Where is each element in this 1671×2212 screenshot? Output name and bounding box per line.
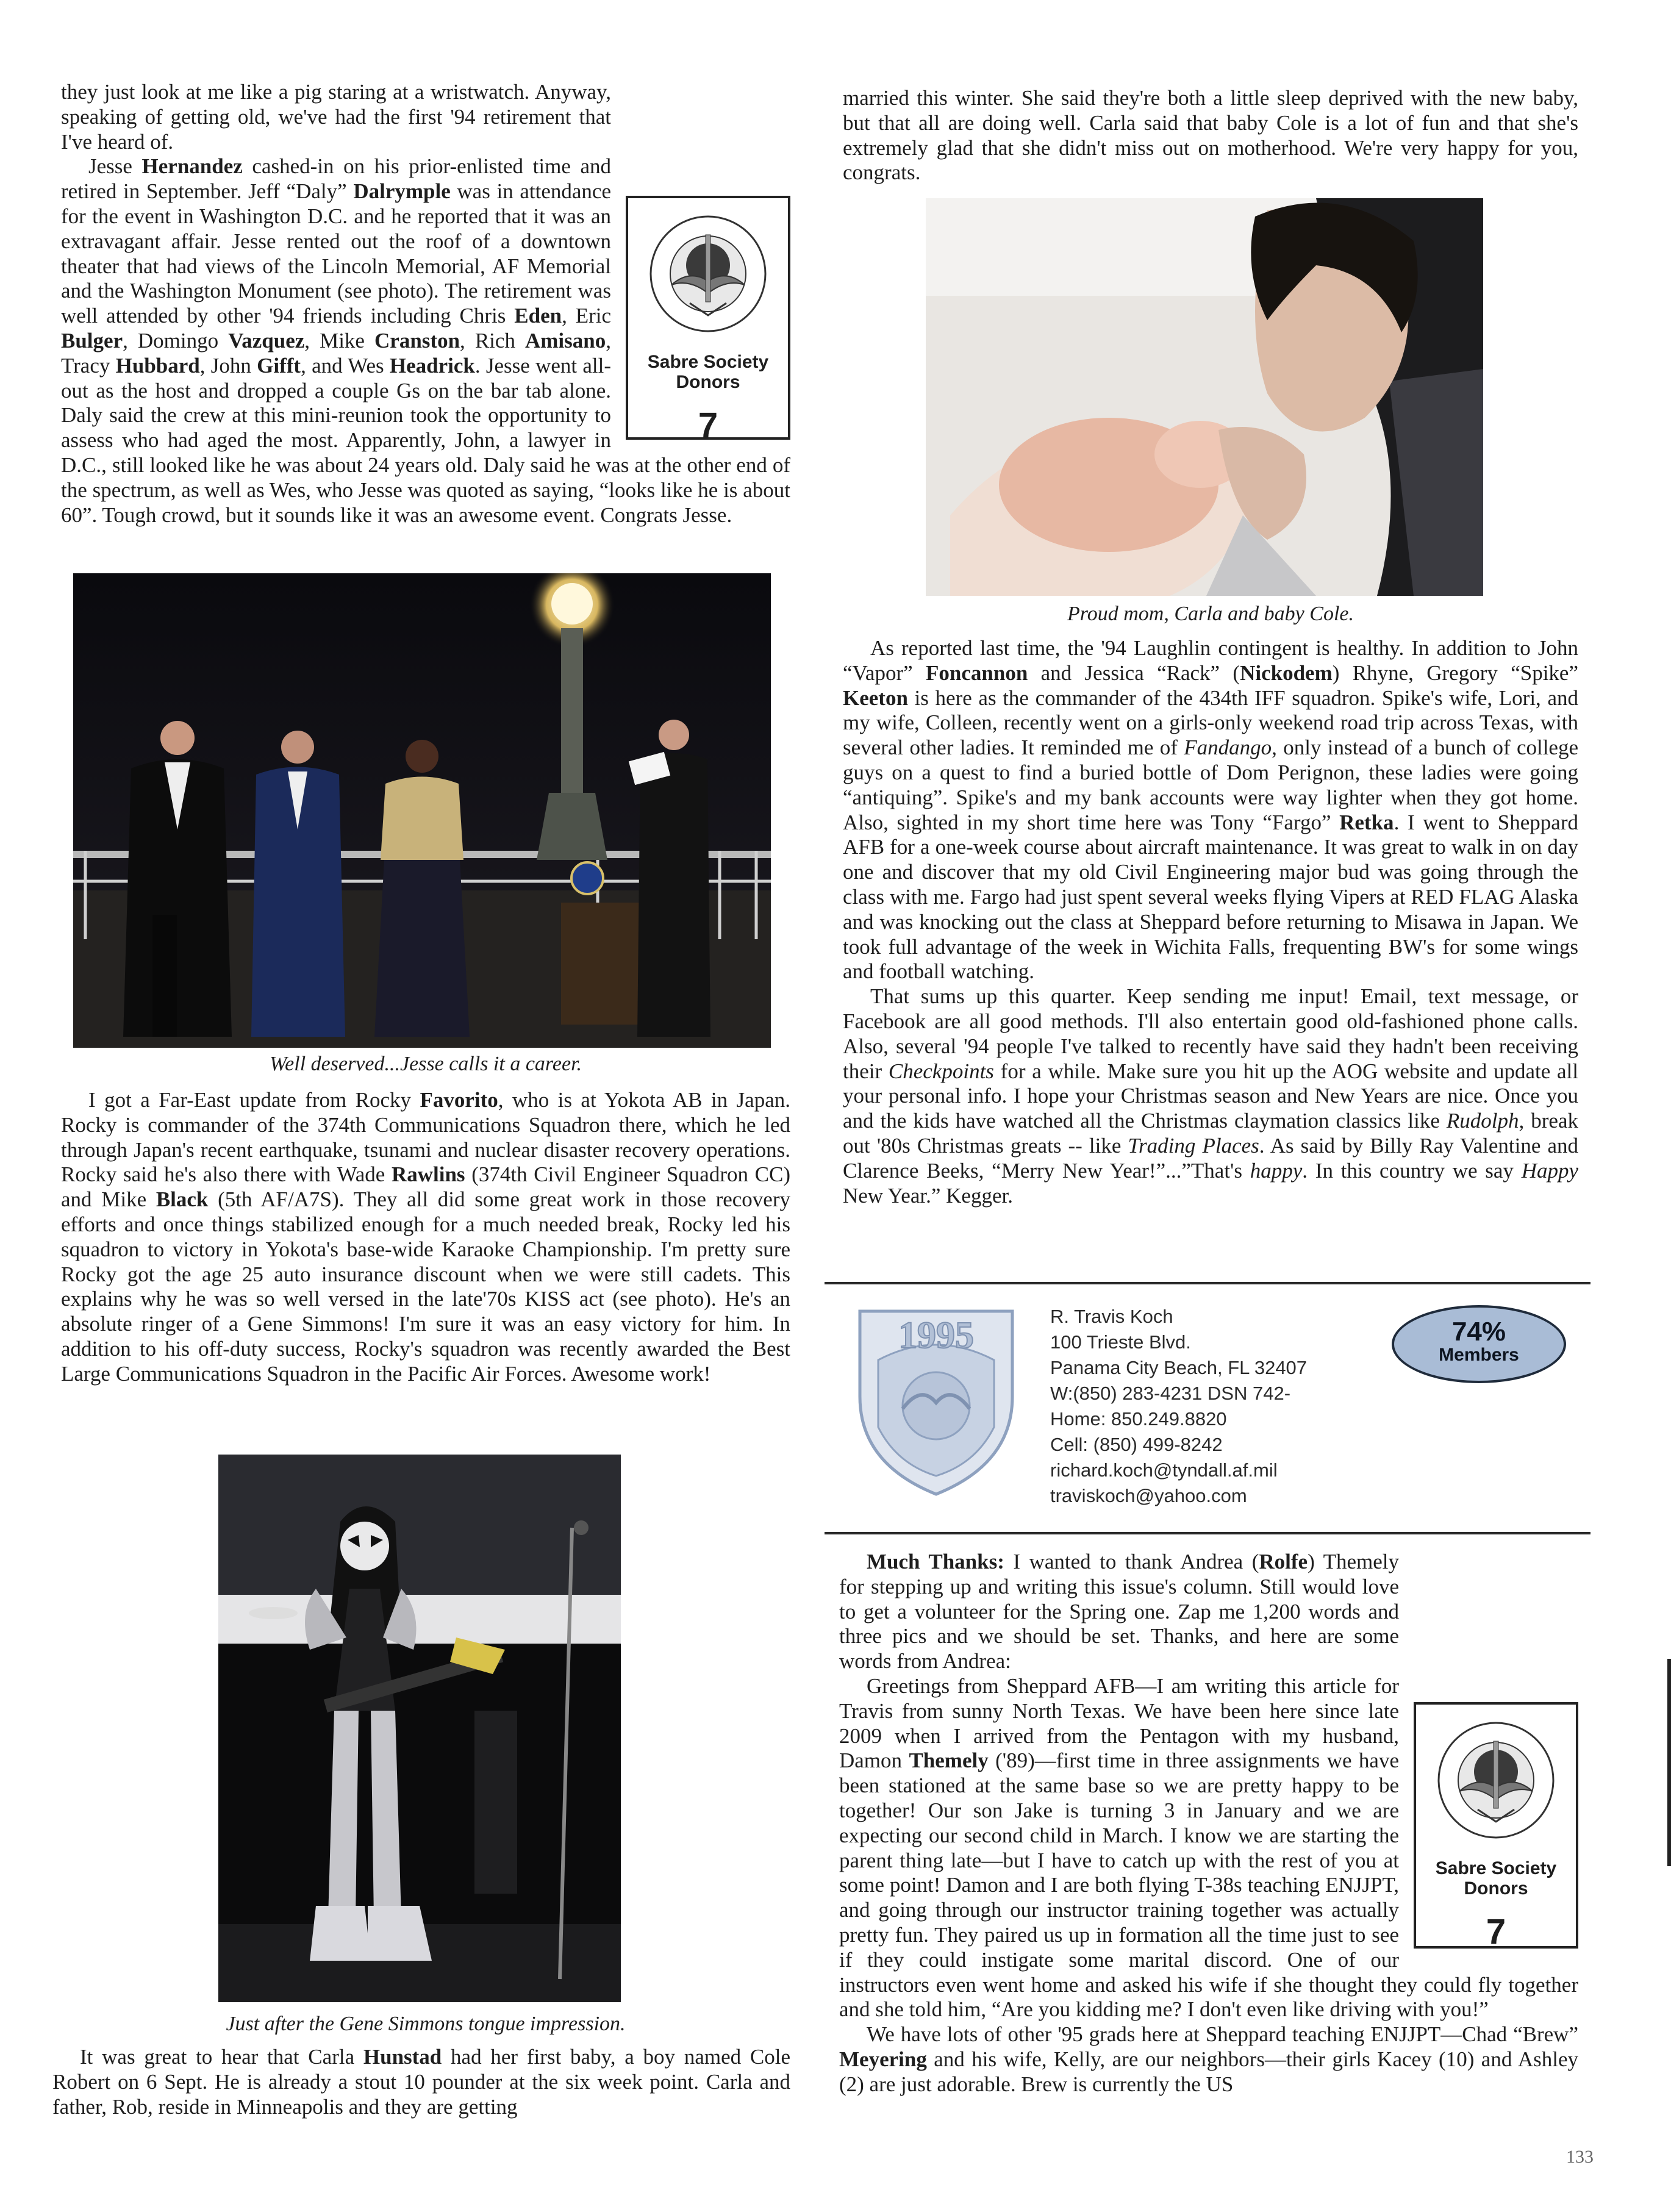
text-run: , only instead of a bunch of college guys on a quest to find a buried bottle of Dom Perignon, these ladies were going “antiquing”. Spike's and my bank accounts were way lighter when they got home. Also, sighted in my short time here was Tony “Fargo” <box>843 736 1578 834</box>
bold-name: Favorito <box>420 1088 498 1112</box>
text-run: , Mike <box>304 328 375 353</box>
text-run: ) Rhyne, Gregory “Spike” <box>1332 660 1578 685</box>
contact-address-line1: 100 Trieste Blvd. <box>1050 1331 1191 1353</box>
text-run: That sums up this quarter. Keep sending me input! Email, text message, or Facebook are all good methods. I'll also entertain good old-fashioned phone calls. Also, several '94 people I've talked to recently have said they hadn't been receiving their <box>843 984 1578 1083</box>
text-run: they just look at me like a pig staring at a wristwatch. Anyway, speaking of getting old, we've had the first '94 retirement that I've heard of. <box>61 80 611 154</box>
text-run: (374th Civil Engineer Squadron CC) and Mike <box>61 1162 790 1212</box>
bold-name: Bulger <box>61 328 123 353</box>
text-run: Jesse <box>88 154 142 179</box>
sabre-society-count: 7 <box>1486 1912 1506 1952</box>
contact-name: R. Travis Koch <box>1050 1306 1173 1327</box>
text-run: , break out '80s Christmas greats -- like <box>843 1109 1578 1158</box>
italic-title: happy <box>1250 1158 1303 1183</box>
retirement-ceremony-photo <box>73 573 771 1048</box>
contact-work-phone: W:(850) 283-4231 DSN 742- <box>1050 1383 1291 1404</box>
bold-name: Nickodem <box>1240 660 1333 685</box>
carla-and-baby-photo <box>926 198 1483 596</box>
contact-top-rule <box>825 1282 1590 1284</box>
text-run: , Domingo <box>123 328 229 353</box>
contact-bottom-rule <box>825 1532 1590 1534</box>
members-label: Members <box>1439 1345 1519 1365</box>
bold-name: Rolfe <box>1259 1550 1308 1573</box>
text-run: for a while. Make sure you hit up the AOG website and update all your personal info. I hope your Christmas season and New Years are nice. Once you and the kids have watched all the Christmas claymation classics like <box>843 1059 1579 1133</box>
text-run: . In this country we say <box>1302 1158 1522 1183</box>
text-run: Greetings from Sheppard AFB—I am writing this article for Travis from sunny North Texas. We have been here since late 2009 when I arrived from the Pentagon with my husband, Damon <box>839 1673 1399 1773</box>
svg-text:1995: 1995 <box>898 1315 974 1356</box>
retirement-photo-caption: Well deserved...Jesse calls it a career. <box>269 1053 582 1075</box>
bold-name: Gifft <box>257 353 301 378</box>
text-run: As reported last time, the '94 Laughlin contingent is healthy. In addition to John “Vapor” <box>843 636 1578 685</box>
page-number: 133 <box>1566 2147 1594 2167</box>
bold-name: Much Thanks: <box>867 1550 1004 1573</box>
text-run: and Jessica “Rack” ( <box>1028 660 1240 685</box>
bold-name: Rawlins <box>391 1162 465 1187</box>
contact-email-work[interactable]: richard.koch@tyndall.af.mil <box>1050 1459 1278 1481</box>
text-run: . As said by Billy Ray Valentine and Clarence Beeks, “Merry New Year!”...”That's <box>843 1133 1578 1183</box>
much-thanks-paragraph <box>839 1550 1578 1674</box>
sums-up-paragraph <box>843 984 1578 1208</box>
text-run: ) Themely for stepping up and writing this issue's column. Still would love to get a volunteer for the Spring one. Zap me 1,200 words and three pics and we should be set. Thanks, and here are some words from Andrea: <box>839 1550 1399 1673</box>
right-column-bottom <box>839 1550 1578 2097</box>
contact-details <box>1050 1304 1307 1509</box>
text-run: , who is at Yokota AB in Japan. Rocky is commander of the 374th Communications Squadron there, which he led through Japan's recent earthquake, tsunami and nuclear disaster recovery operations. Rocky said he's also there with Wade <box>61 1088 790 1187</box>
bold-name: Retka <box>1339 810 1394 834</box>
italic-title: Trading Places <box>1128 1133 1259 1158</box>
text-run: It was great to hear that Carla <box>80 2045 363 2069</box>
laughlin-paragraph <box>843 636 1578 984</box>
text-run: is here as the commander of the 434th IFF squadron. Spike's wife, Lori, and my wife, Colleen, recently went on a girls-only weekend road trip across Texas, with several other ladies. It reminded me of <box>843 685 1578 760</box>
contact-email-personal[interactable]: traviskoch@yahoo.com <box>1050 1485 1247 1506</box>
text-run: and his wife, Kelly, are our neighbors—their girls Kacey (10) and Ashley (2) are just adorable. Brew is currently the US <box>839 2047 1578 2096</box>
bold-name: Meyering <box>839 2047 927 2071</box>
text-run: , Eric <box>562 304 611 328</box>
gene-simmons-karaoke-photo <box>218 1455 621 2002</box>
carla-continued-paragraph: married this winter. She said they're both a little sleep deprived with the new baby, but that all are doing well. Carla said that baby Cole is a lot of fun and that she's extremely glad that she didn't miss out on motherhood. We're very happy for you, congrats. <box>843 86 1578 185</box>
contact-address-line2: Panama City Beach, FL 32407 <box>1050 1357 1308 1378</box>
bold-name: Amisano <box>525 328 606 353</box>
text-run: New Year.” Kegger. <box>843 1183 1013 1208</box>
text-run: ('89)—first time in three assignments we have been stationed at the same base so we are pretty happy to be together! Our son Jake is turning 3 in January and we are expecting our second child in March. I know we are starting the parent thing late—but I have to catch up with the rest of you at some point! Damon and I are both flying T-38s teaching ENJJPT, and going through our instructor training together was actually pretty fun. They paired us up in formation all the time just to see if they could instigate some marital discord. One of our instructors even went home and asked his wife if she thought they could fly together and she told him, “Are you kidding me? I don't even like driving with you!” <box>839 1748 1578 2022</box>
left-column-top <box>61 80 790 528</box>
text-run: was in attendance for the event in Washington D.C. and he reported that it was an extravagant affair. Jesse rented out the roof of a downtown theater that had views of the Lincoln Memorial, AF Memorial and the Washington Monument (see photo). The retirement was well attended by other '94 friends including Chris <box>61 179 612 328</box>
grads-paragraph <box>839 2022 1578 2097</box>
bold-name: Hubbard <box>115 353 200 378</box>
bold-name: Eden <box>514 304 562 328</box>
left-column-middle <box>61 1088 790 1387</box>
carla-photo-caption: Proud mom, Carla and baby Cole. <box>1067 603 1354 625</box>
bold-name: Themely <box>909 1748 989 1773</box>
bold-name: Keeton <box>843 685 908 710</box>
italic-title: Happy <box>1521 1158 1578 1183</box>
intro-paragraph <box>61 80 790 154</box>
sabre-society-box-bottom <box>1414 1702 1578 1952</box>
bold-name: Hunstad <box>363 2045 442 2069</box>
text-run: , John <box>199 353 257 378</box>
text-run: , Tracy <box>61 328 611 378</box>
text-run: , and Wes <box>301 353 390 378</box>
members-percentage-badge <box>1392 1305 1566 1383</box>
hunstad-paragraph <box>52 2045 790 2119</box>
text-run: cashed-in on his prior-enlisted time and retired in September. Jeff “Daly” <box>61 154 611 204</box>
right-column-top <box>843 86 1578 185</box>
bold-name: Headrick <box>389 353 475 378</box>
page-edge-tab <box>1667 1659 1671 1866</box>
favorito-paragraph <box>61 1088 790 1387</box>
bold-name: Foncannon <box>926 660 1028 685</box>
text-run: , Rich <box>460 328 525 353</box>
text-run: I wanted to thank Andrea ( <box>1004 1550 1259 1573</box>
sabre-society-count: 7 <box>698 406 718 445</box>
text-run: . I went to Sheppard AFB for a one-week course about aircraft maintenance. It was great to walk in on day one and discover that my old Civil Engineering major bud was going through the class with me. Fargo had just spent several weeks flying Vipers at RED FLAG Alaska and was knocking out the class at Sheppard before returning to Misawa in Japan. We took full advantage of the week in Wichita Falls, frequenting BW's for some wings and football watching. <box>843 810 1578 984</box>
sabre-society-title: Sabre Society Donors <box>1435 1858 1557 1899</box>
bold-name: Dalrymple <box>353 179 451 204</box>
contact-home-phone: Home: 850.249.8820 <box>1050 1408 1227 1430</box>
bold-name: Hernandez <box>141 154 243 179</box>
text-run: had her first baby, a boy named Cole Robert on 6 Sept. He is already a stout 10 pounder at the six week point. Carla and father, Rob, reside in Minneapolis and they are getting <box>52 2045 790 2119</box>
text-run: We have lots of other '95 grads here at Sheppard teaching ENJJPT—Chad “Brew” <box>867 2022 1578 2047</box>
bold-name: Cranston <box>374 328 460 353</box>
class-crest-logo <box>854 1305 1018 1499</box>
bold-name: Vazquez <box>228 328 305 353</box>
gene-simmons-photo-caption: Just after the Gene Simmons tongue impression. <box>226 2013 626 2035</box>
members-percentage-value: 74% <box>1451 1317 1506 1347</box>
italic-title: Checkpoints <box>888 1059 994 1083</box>
contact-cell-phone: Cell: (850) 499-8242 <box>1050 1434 1223 1455</box>
text-run: . Jesse went all-out as the host and dropped a couple Gs on the bar tab alone. Daly said the crew at this mini-reunion took the opportunity to assess who had aged the most. Apparently, John, a lawyer in D.C., still looked like he was about 24 years old. Daly said he was at the other end of the spectrum, as well as Wes, who Jesse was quoted as saying, “looks like he is about 60”. Tough crowd, but it sounds like it was an awesome event. Congrats Jesse. <box>61 353 790 527</box>
sabre-society-seal-icon <box>647 213 769 335</box>
text-run: (5th AF/A7S). They all did some great work in those recovery efforts and once things stabilized enough for a much needed break, Rocky led his squadron to victory in Yokota's base-wide Karaoke Championship. I'm pretty sure Rocky got the age 25 auto insurance discount when we were still cadets. This explains why he was so well versed in the late'70s KISS act (see photo). He's an absolute ringer of a Gene Simmons! I'm sure it was an easy victory for him. In addition to his off-duty success, Rocky's squadron was recently awarded the Best Large Communications Squadron in the Pacific Air Forces. Awesome work! <box>61 1187 790 1386</box>
left-column-bottom <box>52 2045 790 2119</box>
bold-name: Black <box>156 1187 209 1212</box>
italic-title: Fandango <box>1184 736 1272 760</box>
text-run: I got a Far-East update from Rocky <box>88 1088 420 1112</box>
sabre-society-seal-icon <box>1435 1719 1557 1841</box>
sabre-society-box-top <box>626 196 790 445</box>
right-column-middle <box>843 636 1578 1208</box>
italic-title: Rudolph <box>1446 1109 1519 1133</box>
sabre-society-title: Sabre Society Donors <box>647 352 769 392</box>
